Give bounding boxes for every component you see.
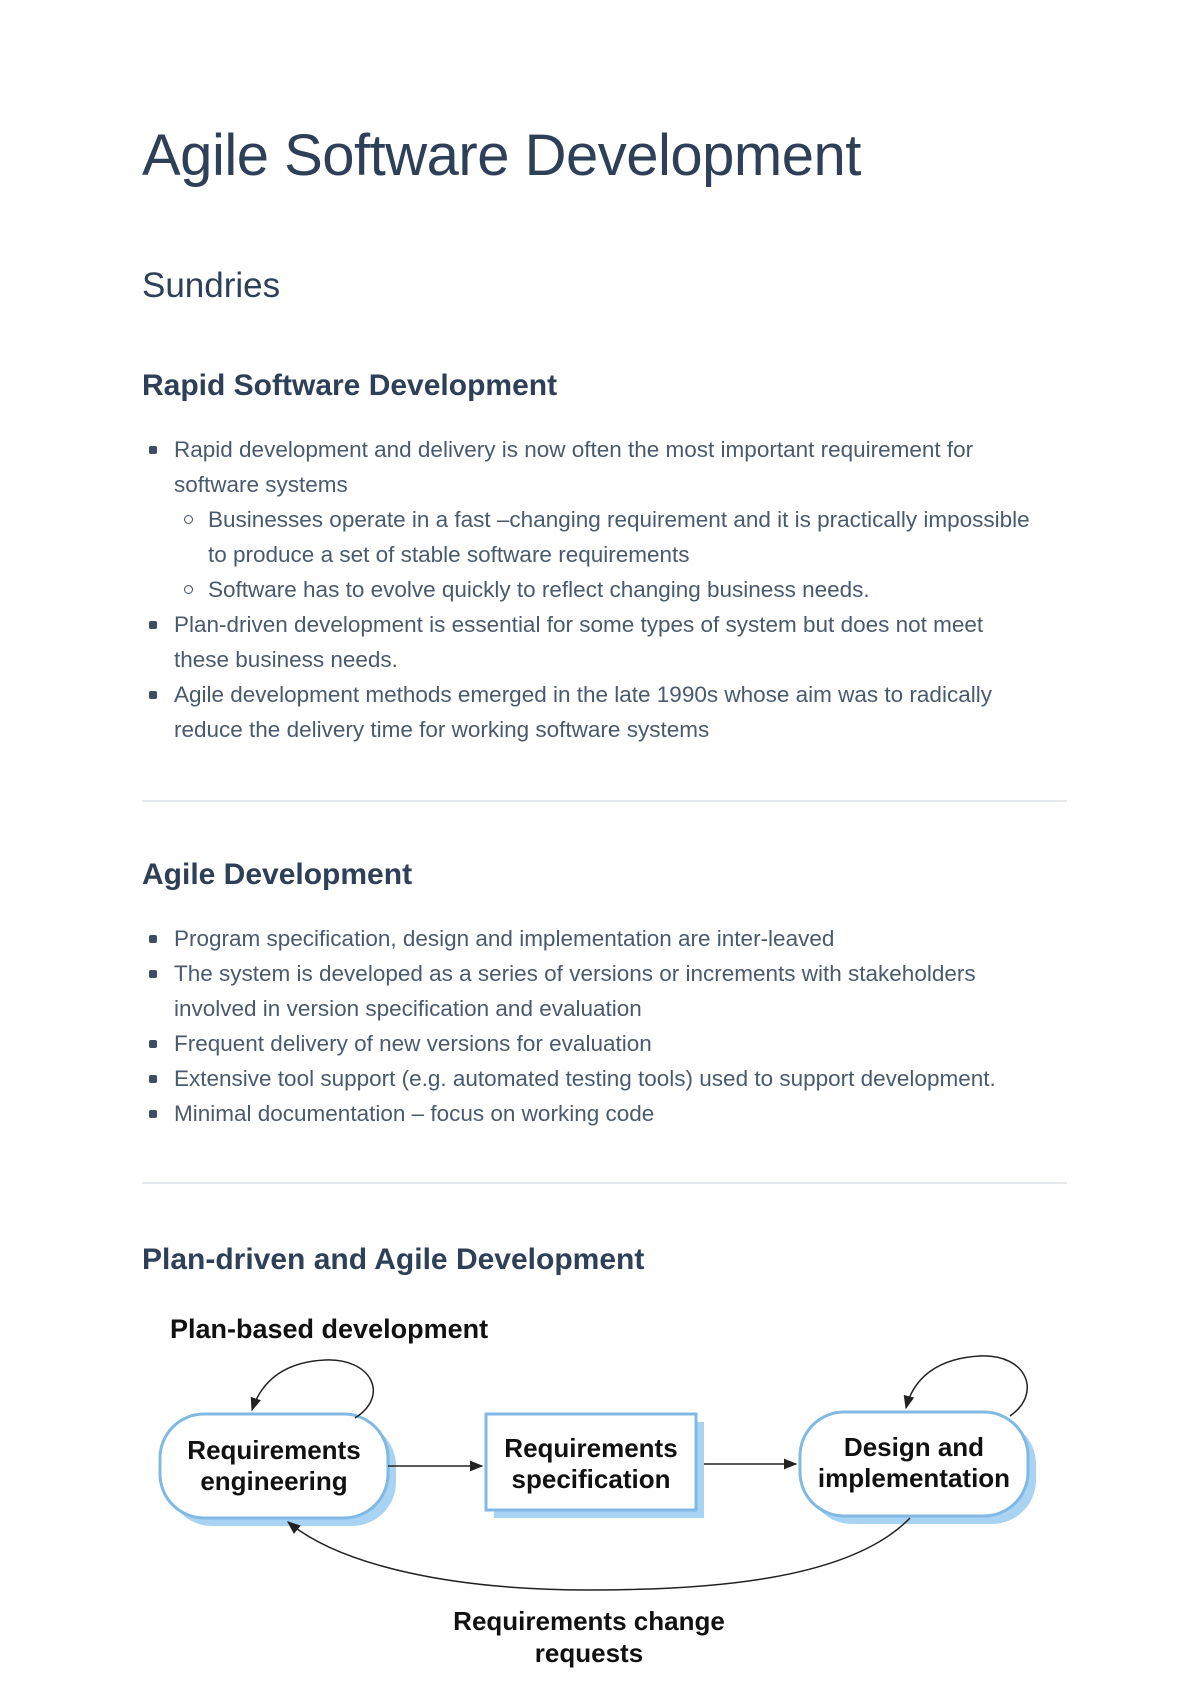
divider [142,1182,1067,1184]
list-item: Frequent delivery of new versions for evaluation [142,1026,1082,1061]
rapid-bullet-list [142,432,1082,747]
svg-text:Requirements: Requirements [187,1435,361,1465]
node-requirements-engineering [160,1414,396,1526]
diagram-title: Plan-based development [170,1314,489,1344]
list-item: Program specification, design and implementation are inter-leaved [142,921,1082,956]
list-item: Minimal documentation – focus on working code [142,1096,1082,1131]
section-heading-sundries: Sundries [142,266,281,305]
divider [142,800,1067,802]
heading-rapid-software-development: Rapid Software Development [142,369,558,402]
node-design-and-implementation [800,1412,1036,1524]
list-item: Rapid development and delivery is now often the most important requirement for software systems Businesses operate in a fast –changing requirement and it is practically impossible to produce a set of stable software requirements Software has to evolve quickly to reflect changing business needs. [142,432,1082,607]
svg-text:specification: specification [511,1464,671,1494]
list-item: Extensive tool support (e.g. automated testing tools) used to support development. [142,1061,1082,1096]
feedback-label: Requirements change [453,1606,725,1636]
list-item: Software has to evolve quickly to reflect changing business needs. [174,572,1082,607]
plan-based-development-diagram [150,1300,1050,1690]
svg-text:requests: requests [534,1638,644,1668]
svg-text:implementation: implementation [817,1463,1011,1493]
svg-text:Design and: Design and [843,1432,985,1462]
sub-bullet-list [174,502,1082,607]
heading-agile-development: Agile Development [142,858,413,891]
list-item: Businesses operate in a fast –changing requirement and it is practically impossible to produce a set of stable software requirements [174,502,1082,572]
list-item: The system is developed as a series of versions or increments with stakeholders involved in version specification and evaluation [142,956,1082,1026]
arrow-requirements-change-feedback [288,1518,910,1590]
agile-bullet-list [142,921,1082,1131]
svg-text:Requirements: Requirements [504,1433,678,1463]
list-item: Agile development methods emerged in the late 1990s whose aim was to radically reduce the delivery time for working software systems [142,677,1082,747]
svg-text:engineering: engineering [200,1466,348,1496]
self-loop-design [906,1356,1027,1416]
list-item: Plan-driven development is essential for some types of system but does not meet these business needs. [142,607,1082,677]
heading-plan-driven-and-agile: Plan-driven and Agile Development [142,1243,645,1276]
self-loop-engineering [252,1360,373,1418]
node-requirements-specification [486,1414,704,1518]
page-title: Agile Software Development [142,123,861,188]
